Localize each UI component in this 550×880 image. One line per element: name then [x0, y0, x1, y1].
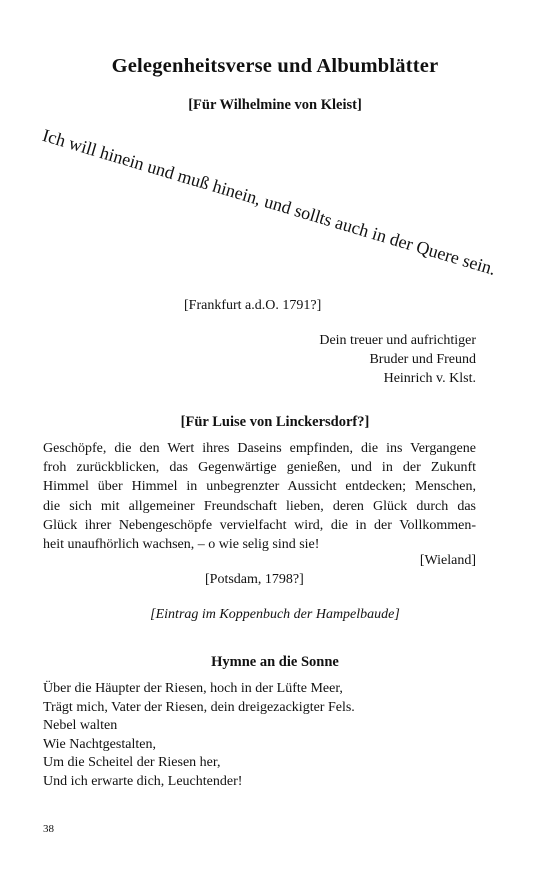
signature-block — [319, 331, 476, 388]
paragraph-line: Geschöpfe, die den Wert ihres Daseins empfinden, die ins Vergangene — [43, 441, 476, 456]
place-date-potsdam: [Potsdam, 1798?] — [205, 572, 304, 587]
section-heading-hymne: Hymne an die Sonne — [211, 654, 339, 670]
paragraph-line: froh zurückblicken, das Gegenwärtige genießen, und in der Zukunft — [43, 460, 476, 476]
koppenbuch-note: [Eintrag im Koppenbuch der Hampelbaude] — [150, 607, 400, 622]
section-heading-luise: [Für Luise von Linckersdorf?] — [180, 414, 370, 430]
poem-line: Wie Nachtgestalten, — [43, 736, 156, 752]
paragraph-line: Himmel über Himmel in unbegrenzter Aussicht entdecken; Menschen, — [43, 479, 476, 495]
wieland-paragraph — [43, 439, 476, 554]
signature-line: Dein treuer und aufrichtiger — [319, 333, 476, 348]
section-heading-wilhelmine: [Für Wilhelmine von Kleist] — [188, 97, 362, 113]
attribution-wieland: [Wieland] — [419, 553, 476, 568]
slanted-verse: Ich will hinein und muß hinein, und sollts auch in der Quere sein. — [40, 125, 499, 279]
poem-line: Um die Scheitel der Riesen her, — [43, 755, 221, 770]
poem-line: Nebel walten — [43, 718, 118, 733]
poem-line: Über die Häupter der Riesen, hoch in der Lüfte Meer, — [43, 681, 343, 696]
poem-hymne — [43, 680, 355, 791]
page-number: 38 — [43, 823, 54, 835]
poem-line: Und ich erwarte dich, Leuchtender! — [43, 773, 243, 789]
poem-line: Trägt mich, Vater der Riesen, dein dreigezackigter Fels. — [43, 699, 355, 715]
signature-line: Bruder und Freund — [369, 352, 476, 367]
paragraph-line: heit unaufhörlich wachsen, – o wie selig sind sie! — [43, 536, 320, 552]
page-title: Gelegenheitsverse und Albumblätter — [111, 55, 439, 77]
paragraph-line: die sich mit allgemeiner Freundschaft lieben, deren Glück durch das — [43, 498, 476, 514]
signature-line: Heinrich v. Klst. — [383, 371, 476, 386]
paragraph-line: Glück ihrer Nebengeschöpfe vervielfacht wird, die in der Vollkommen- — [43, 517, 476, 533]
place-date-frankfurt: [Frankfurt a.d.O. 1791?] — [184, 298, 322, 313]
